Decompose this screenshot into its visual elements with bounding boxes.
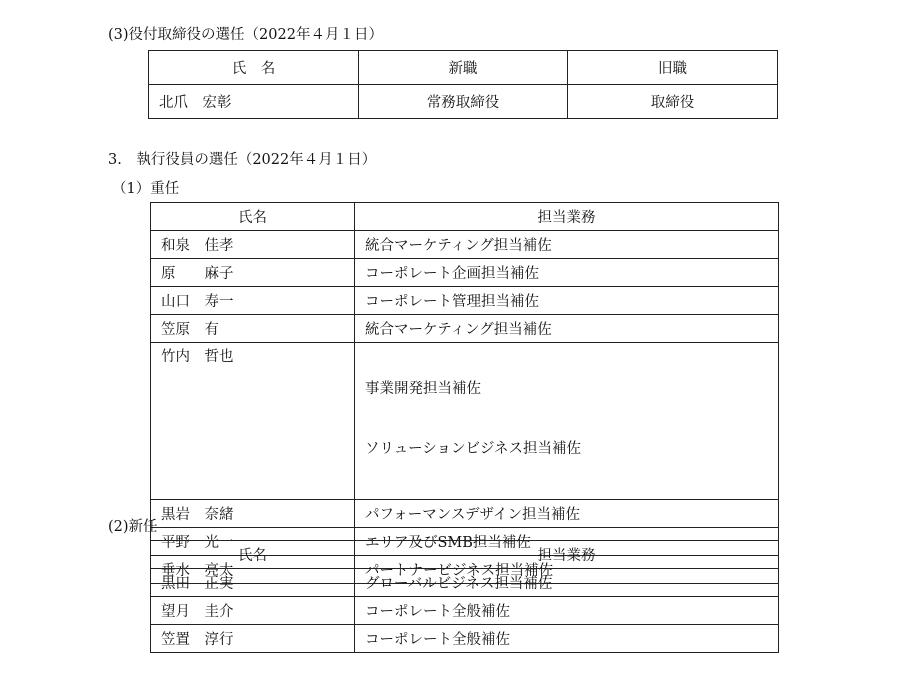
table-row (151, 287, 779, 315)
column-header-duties: 担当業務 (355, 203, 779, 231)
exec-duty: 事業開発担当補佐 (365, 381, 481, 397)
column-header-name: 氏名 (151, 541, 355, 569)
table-row (151, 315, 779, 343)
column-header-old-position: 旧職 (568, 51, 778, 85)
new-appointment-table (150, 540, 779, 653)
exec-name: 垂水 亮太 (151, 556, 355, 584)
officer-old-position: 取締役 (568, 85, 778, 119)
exec-name: 黒岩 奈緒 (151, 500, 355, 528)
table-row (151, 259, 779, 287)
officer-new-position: 常務取締役 (359, 85, 568, 119)
exec-duty: パフォーマンスデザイン担当補佐 (355, 500, 779, 528)
exec-name (151, 343, 355, 500)
table-header-row (151, 541, 779, 569)
officer-table (148, 50, 778, 119)
column-header-name: 氏 名 (149, 51, 359, 85)
exec-name: 平野 光一 (151, 528, 355, 556)
exec-duty: コーポレート管理担当補佐 (355, 287, 779, 315)
exec-duty-cell (355, 343, 779, 500)
exec-name: 原 麻子 (151, 259, 355, 287)
exec-name: 山口 寿一 (151, 287, 355, 315)
exec-duty: ソリューションビジネス担当補佐 (365, 441, 582, 457)
table-row (151, 569, 779, 597)
exec-duty: コーポレート全般補佐 (355, 597, 779, 625)
exec-name: 望月 圭介 (151, 597, 355, 625)
exec-duty: コーポレート全般補佐 (355, 625, 779, 653)
table-row (151, 231, 779, 259)
exec-duty: コーポレート企画担当補佐 (355, 259, 779, 287)
exec-duty: パートナービジネス担当補佐 (355, 556, 779, 584)
exec-duty: 統合マーケティング担当補佐 (355, 231, 779, 259)
section-exec-heading: 3. 執行役員の選任（2022年４月１日） (108, 152, 377, 168)
column-header-name: 氏名 (151, 203, 355, 231)
exec-name: 黒田 正実 (151, 569, 355, 597)
exec-duty: エリア及びSMB担当補佐 (355, 528, 779, 556)
exec-name: 和泉 佳孝 (151, 231, 355, 259)
exec-duty: 統合マーケティング担当補佐 (355, 315, 779, 343)
column-header-new-position: 新職 (359, 51, 568, 85)
reappointment-table (150, 202, 779, 584)
section-3-heading: (3)役付取締役の選任（2022年４月１日） (108, 27, 383, 43)
exec-name: 笠置 淳行 (151, 625, 355, 653)
exec-name-text: 竹内 哲也 (161, 349, 234, 365)
table-row (151, 597, 779, 625)
table-row (151, 625, 779, 653)
exec-name: 笠原 有 (151, 315, 355, 343)
table-header-row (149, 51, 778, 85)
column-header-duties: 担当業務 (355, 541, 779, 569)
reappointment-heading: （1）重任 (112, 181, 180, 197)
table-row (149, 85, 778, 119)
table-row (151, 343, 779, 500)
table-row (151, 500, 779, 528)
table-header-row (151, 203, 779, 231)
exec-duty: グローバルビジネス担当補佐 (355, 569, 779, 597)
officer-name: 北爪 宏彰 (149, 85, 359, 119)
new-appointment-heading: (2)新任 (108, 519, 158, 535)
